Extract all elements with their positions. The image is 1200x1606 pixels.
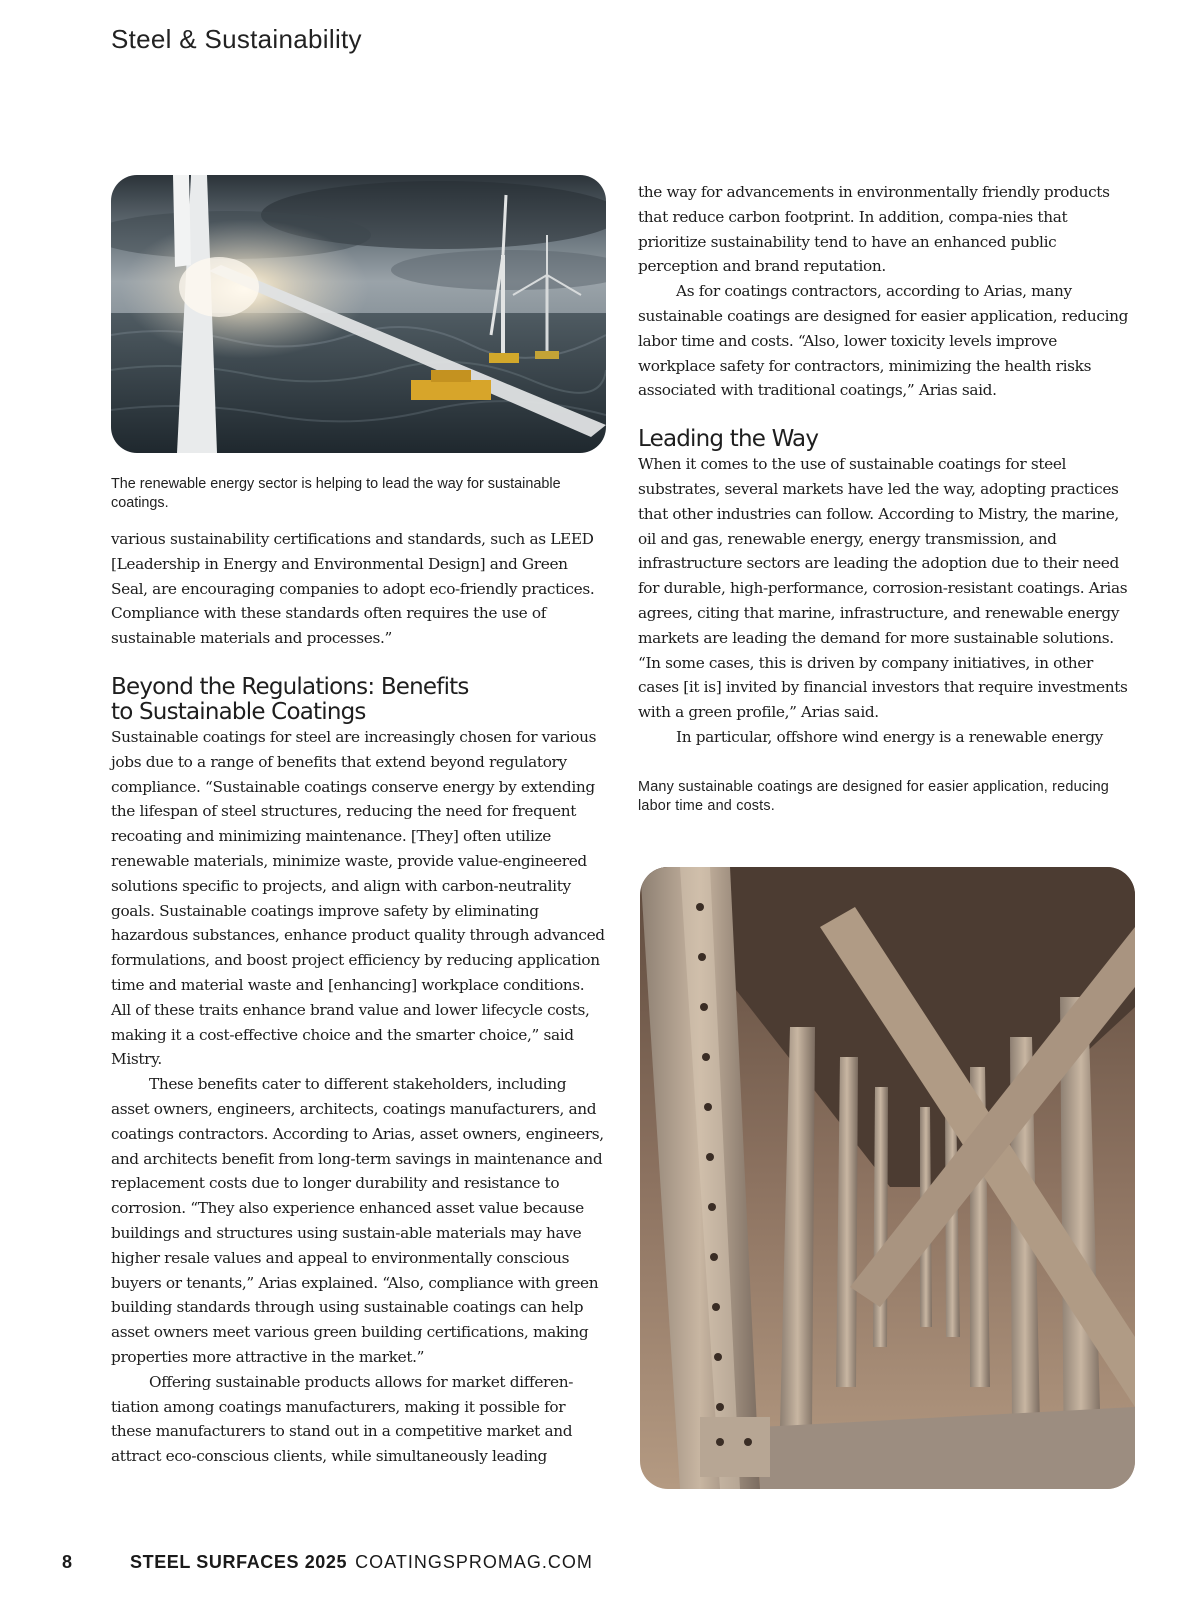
wind-turbine-photo <box>111 175 606 453</box>
section-header: Steel & Sustainability <box>111 24 362 54</box>
left-paragraph-3: These benefits cater to different stakeholders, including asset owners, engineers, architects, coatings manufacturers, and coatings contractors. According to Arias, asset owners, engineers, and architects benefit from long-term savings in maintenance and replacement costs due to longer durability and resistance to corrosion. “They also experience enhanced asset value because buildings and structures using sustain-able materials may have higher resale values and appeal to environmentally conscious buyers or tenants,” Arias explained. “Also, compliance with green building standards through using sustainable coatings can help asset owners meet various green building certifications, making properties more attractive in the market.” <box>111 1075 604 1366</box>
right-paragraph-3: When it comes to the use of sustainable coatings for steel substrates, several markets have led the way, adopting practices that other industries can follow. According to Mistry, the marine, oil and gas, renewable energy, energy transmission, and infrastructure sectors are leading the adoption due to their need for durable, high-performance, corrosion-resistant coatings. Arias agrees, citing that marine, infrastructure, and renewable energy markets are leading the demand for more sustainable solutions. “In some cases, this is driven by company initiatives, in other cases [it is] invited by financial investors that require investments with a green profile,” Arias said. <box>638 455 1128 722</box>
left-photo-caption: The renewable energy sector is helping to lead the way for sustainable coatings. <box>111 476 561 511</box>
right-photo-caption: Many sustainable coatings are designed for easier application, reducing labor time and costs. <box>638 778 1109 814</box>
left-paragraph-4: Offering sustainable products allows for market differen-tiation among coatings manufacturers, making it possible for these manufacturers to stand out in a competitive market and attract eco-conscious clients, while simultaneously leading <box>111 1372 574 1466</box>
right-paragraph-4: In particular, offshore wind energy is a renewable energy <box>676 727 1103 746</box>
subhead-leading-the-way: Leading the Way <box>638 426 819 453</box>
subhead-beyond-regulations <box>111 675 606 725</box>
right-paragraph-1: the way for advancements in environmentally friendly products that reduce carbon footprint. In addition, compa-nies that prioritize sustainability tend to have an enhanced public perception and brand reputation. <box>638 183 1110 276</box>
publication-name: STEEL SURFACES 2025 <box>130 1552 348 1572</box>
left-paragraph-1: various sustainability certifications and standards, such as LEED [Leadership in Energy and Environmental Design] and Green Seal, are encouraging companies to adopt eco-friendly practices. Compliance with these standards often requires the use of sustainable materials and processes.” <box>111 530 595 648</box>
right-paragraph-2: As for coatings contractors, according to Arias, many sustainable coatings are designed for easier application, reducing labor time and costs. “Also, lower toxicity levels improve workplace safety for contractors, minimizing the health risks associated with traditional coatings,” Arias said. <box>638 282 1129 400</box>
page-number: 8 <box>62 1552 73 1572</box>
right-column <box>638 180 1135 816</box>
left-column <box>111 175 606 1469</box>
website-link[interactable]: COATINGSPROMAG.COM <box>355 1552 593 1572</box>
subhead-line-1: Beyond the Regulations: Benefits <box>111 673 469 700</box>
subhead-line-2: to Sustainable Coatings <box>111 698 366 725</box>
steel-truss-photo <box>640 867 1135 1489</box>
left-paragraph-2: Sustainable coatings for steel are increasingly chosen for various jobs due to a range of benefits that extend beyond regulatory compliance. “Sustainable coatings conserve energy by extending the lifespan of steel structures, reducing the need for frequent recoating and minimizing maintenance. [They] often utilize renewable materials, minimize waste, provide value-engineered solutions specific to projects, and align with carbon-neutrality goals. Sustainable coatings improve safety by eliminating hazardous substances, enhance product quality through advanced formulations, and boost project efficiency by reducing application time and material waste and [enhancing] workplace conditions. All of these traits enhance brand value and lower lifecycle costs, making it a cost-effective choice and the smarter choice,” said Mistry. <box>111 727 605 1069</box>
page-footer <box>62 1552 593 1573</box>
